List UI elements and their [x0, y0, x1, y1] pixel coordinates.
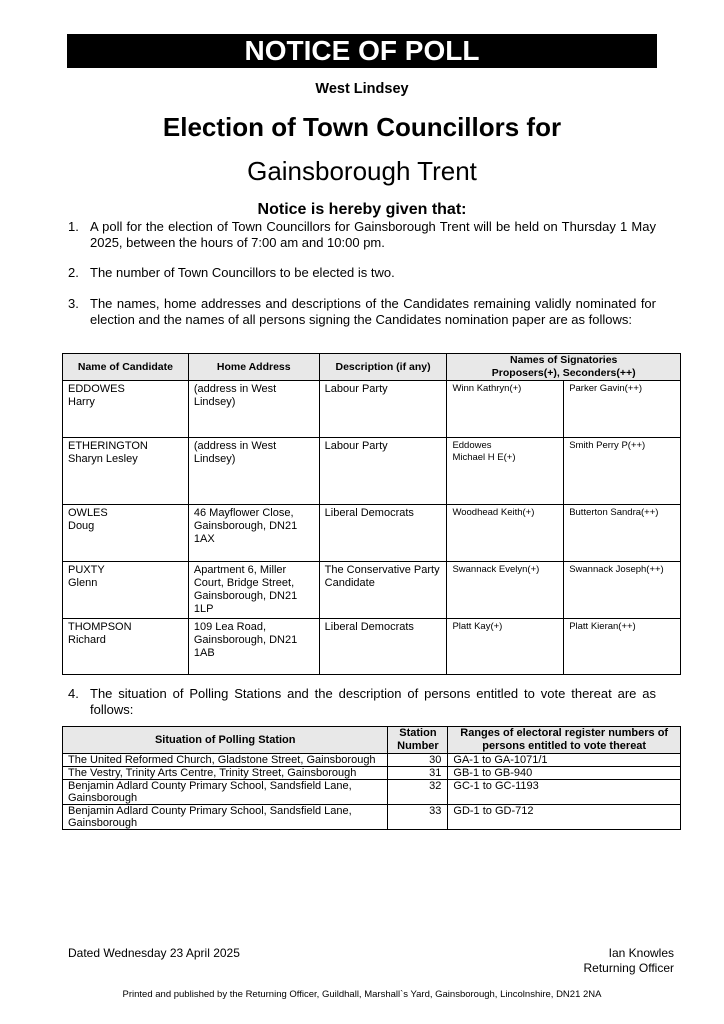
paragraph-number: 3.	[68, 296, 79, 311]
table-row	[63, 754, 681, 767]
table-row	[63, 805, 681, 830]
station-number: 33	[388, 805, 448, 830]
station-situation: Benjamin Adlard County Primary School, Sandsfield Lane,	[68, 780, 352, 792]
header-station-line2: Number	[397, 740, 439, 752]
register-range: GA-1 to GA-1071/1	[448, 754, 681, 767]
imprint-footer: Printed and published by the Returning Officer, Guildhall, Marshall`s Yard, Gainsborough, Lincolnshire, DN21 2NA	[122, 989, 602, 1000]
header-station-line1: Station	[399, 727, 437, 739]
paragraph-number: 4.	[68, 686, 79, 701]
paragraph-text: The situation of Polling Stations and the description of persons entitled to vote thereat are as follows:	[90, 686, 656, 717]
proposer: Michael H E(+)	[452, 452, 516, 463]
table-row	[63, 381, 681, 438]
address-line: Lindsey)	[193, 396, 236, 408]
polling-stations-table	[62, 726, 681, 830]
election-title: Election of Town Councillors for	[162, 112, 562, 142]
description-line: The Conservative Party	[324, 564, 440, 576]
candidate-forenames: Sharyn Lesley	[68, 453, 138, 465]
candidate-forenames: Glenn	[68, 577, 98, 589]
candidate-surname: EDDOWES	[68, 383, 125, 395]
proposer: Woodhead Keith(+)	[452, 507, 535, 518]
seconder: Parker Gavin(++)	[569, 383, 643, 394]
register-range: GD-1 to GD-712	[448, 805, 681, 830]
candidates-table	[62, 353, 681, 675]
seconder: Platt Kieran(++)	[569, 621, 636, 632]
description-line: Liberal Democrats	[324, 621, 414, 633]
proposer: Platt Kay(+)	[452, 621, 503, 632]
signer-name: Ian Knowles	[608, 946, 674, 960]
table-row	[63, 767, 681, 780]
paragraph-text: The names, home addresses and descriptions of the Candidates remaining validly nominated for election and the names of all persons signing the Candidates nomination paper are as follows:	[90, 296, 656, 327]
paragraph-number: 1.	[68, 219, 79, 234]
candidate-surname: THOMPSON	[68, 621, 132, 633]
paragraph-2	[68, 265, 656, 281]
header-description: Description (if any)	[319, 354, 447, 381]
seconder: Smith Perry P(++)	[569, 440, 646, 451]
address-line: (address in West	[193, 440, 277, 452]
station-number: 30	[388, 754, 448, 767]
header-signatories-line2: Proposers(+), Seconders(++)	[491, 367, 636, 379]
paragraph-text: The number of Town Councillors to be elected is two.	[90, 265, 395, 280]
address-line: Gainsborough, DN21	[193, 520, 298, 532]
station-situation: Gainsborough	[68, 792, 138, 804]
paragraph-4	[68, 686, 656, 718]
candidate-forenames: Harry	[68, 396, 95, 408]
signer-title: Returning Officer	[583, 961, 674, 975]
candidate-surname: PUXTY	[68, 564, 105, 576]
address-line: 46 Mayflower Close,	[193, 507, 294, 519]
notice-banner: NOTICE OF POLL	[67, 34, 657, 68]
header-situation: Situation of Polling Station	[63, 727, 388, 754]
station-number: 31	[388, 767, 448, 780]
station-situation: Benjamin Adlard County Primary School, Sandsfield Lane,	[68, 805, 352, 817]
register-range: GC-1 to GC-1193	[448, 780, 681, 805]
description-line: Liberal Democrats	[324, 507, 414, 519]
dated-line: Dated Wednesday 23 April 2025	[68, 946, 240, 960]
station-situation: The Vestry, Trinity Arts Centre, Trinity Street, Gainsborough	[68, 767, 357, 779]
header-signatories	[447, 354, 681, 381]
address-line: 1AX	[193, 533, 215, 545]
address-line: Gainsborough, DN21	[193, 590, 298, 602]
paragraph-3	[68, 296, 656, 328]
proposer: Eddowes	[452, 440, 492, 451]
address-line: (address in West	[193, 383, 277, 395]
header-ranges-line1: Ranges of electoral register numbers of	[460, 727, 669, 739]
register-range: GB-1 to GB-940	[448, 767, 681, 780]
candidate-surname: OWLES	[68, 507, 108, 519]
paragraph-text: A poll for the election of Town Councillors for Gainsborough Trent will be held on Thursday 1 May 2025, between the hours of 7:00 am and 10:00 pm.	[90, 219, 656, 250]
address-line: 1LP	[193, 603, 214, 615]
table-row	[63, 438, 681, 505]
seconder: Butterton Sandra(++)	[569, 507, 659, 518]
header-ranges	[448, 727, 681, 754]
candidate-forenames: Doug	[68, 520, 95, 532]
signer-block	[584, 946, 675, 976]
header-candidate-name: Name of Candidate	[63, 354, 189, 381]
paragraph-number: 2.	[68, 265, 79, 280]
candidate-forenames: Richard	[68, 634, 106, 646]
header-station-number	[388, 727, 448, 754]
paragraph-1	[68, 219, 656, 251]
parish-name: Gainsborough Trent	[247, 156, 477, 186]
address-line: 1AB	[193, 647, 215, 659]
station-number: 32	[388, 780, 448, 805]
council-name: West Lindsey	[315, 81, 409, 97]
station-situation: Gainsborough	[68, 817, 138, 829]
proposer: Swannack Evelyn(+)	[452, 564, 540, 575]
table-row	[63, 780, 681, 805]
address-line: 109 Lea Road,	[193, 621, 267, 633]
address-line: Gainsborough, DN21	[193, 634, 298, 646]
header-home-address: Home Address	[188, 354, 319, 381]
header-ranges-line2: persons entitled to vote thereat	[482, 740, 647, 752]
header-signatories-line1: Names of Signatories	[510, 354, 618, 366]
table-row	[63, 619, 681, 675]
station-situation: The United Reformed Church, Gladstone Street, Gainsborough	[68, 754, 376, 766]
table-row	[63, 505, 681, 562]
address-line: Court, Bridge Street,	[193, 577, 295, 589]
seconder: Swannack Joseph(++)	[569, 564, 664, 575]
description-line: Labour Party	[324, 440, 388, 452]
candidate-surname: ETHERINGTON	[68, 440, 148, 452]
proposer: Winn Kathryn(+)	[452, 383, 522, 394]
notice-heading: Notice is hereby given that:	[257, 201, 467, 218]
description-line: Candidate	[324, 577, 375, 589]
address-line: Lindsey)	[193, 453, 236, 465]
table-row	[63, 562, 681, 619]
address-line: Apartment 6, Miller	[193, 564, 287, 576]
description-line: Labour Party	[324, 383, 388, 395]
